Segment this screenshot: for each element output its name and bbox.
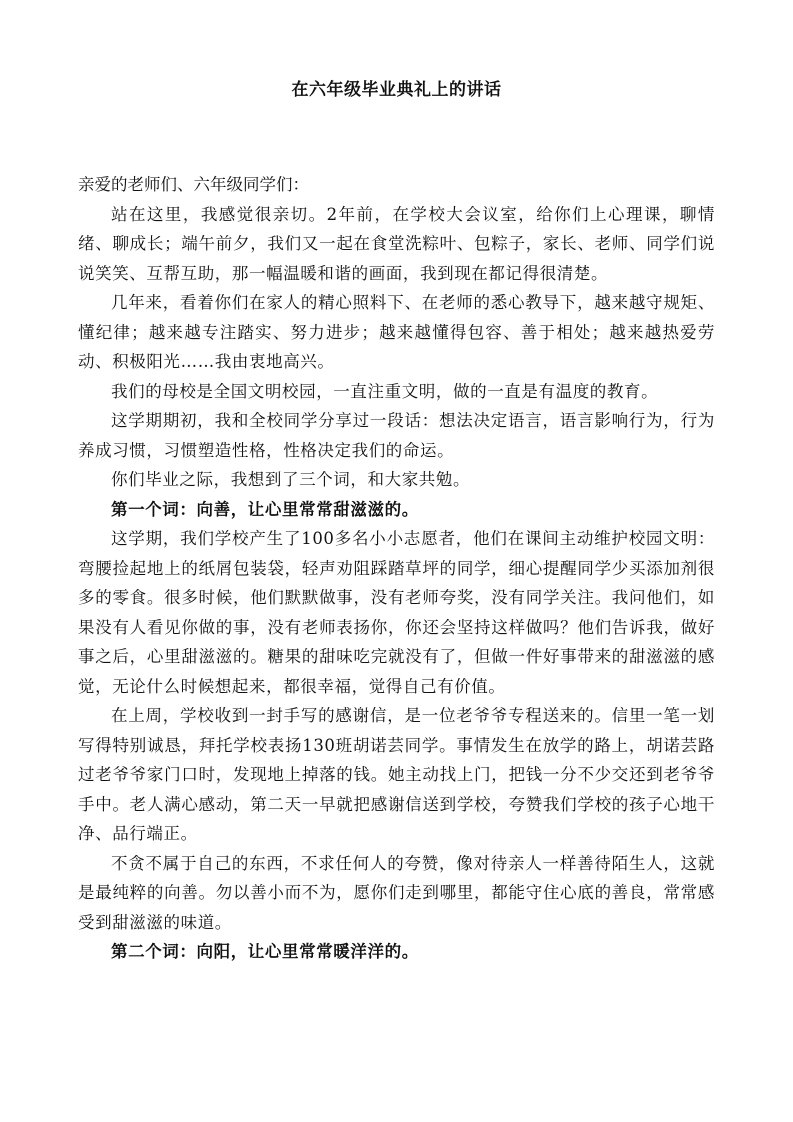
paragraph-3: 我们的母校是全国文明校园，一直注重文明，做的一直是有温度的教育。 (111, 381, 659, 401)
section-heading-1: 第一个词：向善，让心里常常甜滋滋的。 (111, 499, 419, 519)
paragraph-5: 你们毕业之际，我想到了三个词，和大家共勉。 (111, 470, 471, 489)
paragraph-8: 不贪不属于自己的东西，不求任何人的夸赞，像对待亲人一样善待陌生人，这就是最纯粹的向善。勿以善小而不为，愿你们走到哪里，都能守住心底的善良，常常感受到甜滋滋的味道。 (78, 853, 715, 932)
section-heading-2: 第二个词：向阳，让心里常常暖洋洋的。 (111, 942, 419, 961)
paragraph-1: 站在这里，我感觉很亲切。2年前，在学校大会议室，给你们上心理课，聊情绪、聊成长；端午前夕，我们又一起在食堂洗粽叶、包粽子，家长、老师、同学们说说笑笑、互帮互助，那一幅温暖和谐的画面，我到现在都记得很清楚。 (78, 204, 715, 283)
paragraph-4: 这学期期初，我和全校同学分享过一段话：想法决定语言，语言影响行为，行为养成习惯，习惯塑造性格，性格决定我们的命运。 (78, 411, 715, 460)
paragraph-2: 几年来，看着你们在家人的精心照料下、在老师的悉心教导下，越来越守规矩、懂纪律；越来越专注踏实、努力进步；越来越懂得包容、善于相处；越来越热爱劳动、积极阳光……我由衷地高兴。 (78, 293, 715, 371)
paragraph-6: 这学期，我们学校产生了100多名小小志愿者，他们在课间主动维护校园文明：弯腰捡起地上的纸屑包装袋，轻声劝阻踩踏草坪的同学，细心提醒同学少买添加剂很多的零食。很多时候，他们默默做事，没有老师夸奖，没有同学关注。我问他们，如果没有人看见你做的事，没有老师表扬你，你还会坚持这样做吗？他们告诉我，做好事之后，心里甜滋滋的。糖果的甜味吃完就没有了，但做一件好事带来的甜滋滋的感觉，无论什么时候想起来，都很幸福，觉得自己有价值。 (78, 529, 715, 696)
greeting-line: 亲爱的老师们、六年级同学们： (78, 175, 309, 194)
document-title: 在六年级毕业典礼上的讲话 (291, 80, 502, 100)
paragraph-7: 在上周，学校收到一封手写的感谢信，是一位老爷爷专程送来的。信里一笔一划写得特别诚恳，拜托学校表扬130班胡诺芸同学。事情发生在放学的路上，胡诺芸路过老爷爷家门口时，发现地上掉落的钱。她主动找上门，把钱一分不少交还到老爷爷手中。老人满心感动，第二天一早就把感谢信送到学校，夸赞我们学校的孩子心地干净、品行端正。 (78, 706, 715, 843)
